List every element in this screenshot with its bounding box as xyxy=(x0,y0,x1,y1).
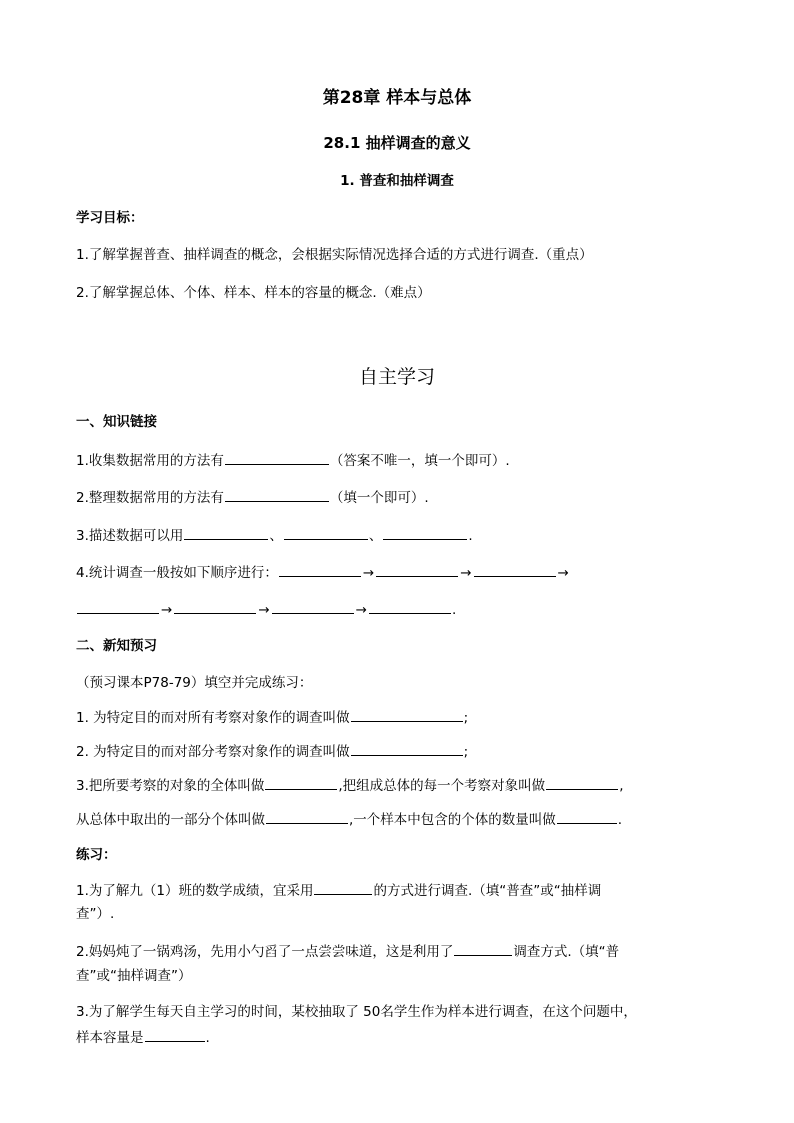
arrow-icon: → xyxy=(362,565,375,581)
preview-note: （预习课本P78-79）填空并完成练习： xyxy=(76,675,313,691)
exercise-3: 3.为了解学生每天自主学习的时间，某校抽取了 50名学生作为样本进行调查，在这个问题中， xyxy=(76,1004,637,1020)
question-text: （答案不唯一，填一个即可）. xyxy=(329,453,510,469)
question-text: 2. 为特定目的而对部分考察对象作的调查叫做 xyxy=(76,744,350,760)
answer-blank[interactable] xyxy=(184,525,268,540)
arrow-icon: → xyxy=(460,565,472,581)
self-study-title: 自主学习 xyxy=(358,366,435,388)
answer-blank[interactable] xyxy=(351,707,463,722)
question-text: 1.收集数据常用的方法有 xyxy=(76,453,224,469)
period: . xyxy=(205,1030,210,1046)
objective-2: 2.了解掌握总体、个体、样本、样本的容量的概念.（难点） xyxy=(76,285,431,301)
punctuation: , xyxy=(619,778,624,794)
answer-blank[interactable] xyxy=(351,741,463,756)
objectives-heading: 学习目标： xyxy=(76,210,144,226)
answer-blank[interactable] xyxy=(266,809,348,824)
exercise-2 xyxy=(76,941,734,962)
question-text: 2.妈妈炖了一锅鸡汤，先用小勺舀了一点尝尝味道，这是利用了 xyxy=(76,944,454,960)
question-text: 从总体中取出的一部分个体叫做 xyxy=(76,812,265,828)
question-4-continued xyxy=(76,599,734,620)
preview-2 xyxy=(76,741,734,762)
preview-4 xyxy=(76,809,734,830)
answer-blank[interactable] xyxy=(77,599,159,614)
knowledge-link-heading: 一、知识链接 xyxy=(76,414,157,430)
period: . xyxy=(468,528,473,544)
question-text: 4.统计调查一般按如下顺序进行： xyxy=(76,565,278,581)
objective-1: 1.了解掌握普查、抽样调查的概念，会根据实际情况选择合适的方式进行调查.（重点） xyxy=(76,247,593,263)
question-2 xyxy=(76,487,734,508)
punctuation: ; xyxy=(463,710,469,726)
question-text: ,把组成总体的每一个考察对象叫做 xyxy=(338,778,546,794)
subsection-title: 1. 普查和抽样调查 xyxy=(340,173,454,189)
exercise-3-continued xyxy=(76,1027,734,1048)
question-text: （填一个即可）. xyxy=(329,490,429,506)
question-text: 1.为了解九（1）班的数学成绩，宜采用 xyxy=(76,883,314,899)
question-text: ,一个样本中包含的个体的数量叫做 xyxy=(349,812,556,828)
exercise-1-continued: 查”）. xyxy=(76,906,115,922)
answer-blank[interactable] xyxy=(454,941,512,956)
answer-blank[interactable] xyxy=(546,775,618,790)
exercise-2-continued: 查”或“抽样调查”） xyxy=(76,968,192,984)
answer-blank[interactable] xyxy=(145,1027,205,1042)
answer-blank[interactable] xyxy=(284,525,368,540)
practice-heading: 练习： xyxy=(76,847,117,863)
arrow-icon: → xyxy=(355,602,367,618)
answer-blank[interactable] xyxy=(557,809,617,824)
period: . xyxy=(451,602,457,618)
question-text: 3.把所要考察的对象的全体叫做 xyxy=(76,778,265,794)
answer-blank[interactable] xyxy=(225,450,329,465)
question-text: 样本容量是 xyxy=(76,1030,144,1046)
preview-1 xyxy=(76,707,734,728)
answer-blank[interactable] xyxy=(272,599,354,614)
separator: 、 xyxy=(269,528,283,544)
section-title: 28.1 抽样调查的意义 xyxy=(323,134,471,152)
question-1 xyxy=(76,450,734,471)
answer-blank[interactable] xyxy=(314,880,372,895)
answer-blank[interactable] xyxy=(225,487,329,502)
question-text: 调查方式.（填“普 xyxy=(513,944,620,960)
question-3 xyxy=(76,525,734,546)
answer-blank[interactable] xyxy=(383,525,467,540)
answer-blank[interactable] xyxy=(376,562,458,577)
chapter-title: 第28章 样本与总体 xyxy=(322,88,472,108)
answer-blank[interactable] xyxy=(369,599,451,614)
question-4 xyxy=(76,562,734,583)
punctuation: ; xyxy=(463,744,469,760)
question-text: 3.描述数据可以用 xyxy=(76,528,184,544)
separator: 、 xyxy=(368,528,383,544)
preview-3 xyxy=(76,775,734,796)
arrow-icon: → xyxy=(161,602,173,618)
answer-blank[interactable] xyxy=(474,562,556,577)
question-text: 1. 为特定目的而对所有考察对象作的调查叫做 xyxy=(76,710,350,726)
new-knowledge-heading: 二、新知预习 xyxy=(76,638,157,654)
answer-blank[interactable] xyxy=(174,599,256,614)
answer-blank[interactable] xyxy=(279,562,361,577)
question-text: 2.整理数据常用的方法有 xyxy=(76,490,224,506)
exercise-1 xyxy=(76,880,734,901)
question-text: 的方式进行调查.（填“普查”或“抽样调 xyxy=(373,883,602,899)
arrow-icon: → xyxy=(557,565,569,581)
period: . xyxy=(617,812,623,828)
answer-blank[interactable] xyxy=(265,775,337,790)
arrow-icon: → xyxy=(258,602,270,618)
